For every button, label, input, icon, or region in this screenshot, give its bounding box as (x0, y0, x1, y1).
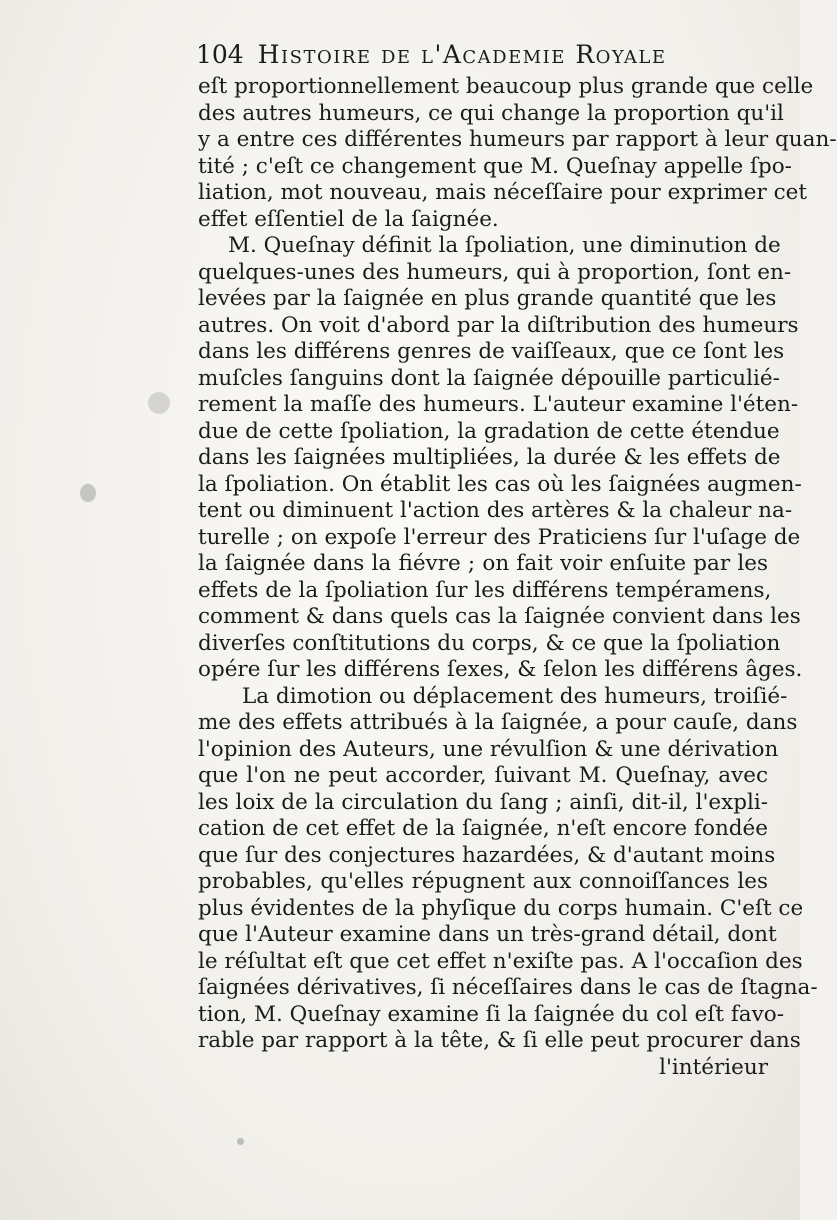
text-line: La dimotion ou déplacement des humeurs, troiſié- (242, 683, 788, 709)
text-line: quelques-unes des humeurs, qui à proportion, ſont en- (198, 259, 792, 285)
text-line: probables, qu'elles répugnent aux connoiſſances les (198, 869, 768, 894)
text-line: la ſaignée dans la fiévre ; on fait voir enſuite par les (198, 551, 768, 576)
page-number: 104 (196, 40, 244, 69)
text-line: dans les différens genres de vaiſſeaux, que ce ſont les (198, 339, 785, 364)
text-line: opére ſur les différens ſexes, & ſelon les différens âges. (198, 657, 803, 682)
text-line: cation de cet effet de la ſaignée, n'eſt encore fondée (198, 816, 768, 841)
text-line: rement la maſſe des humeurs. L'auteur examine l'éten- (198, 392, 799, 417)
text-line: que ſur des conjectures hazardées, & d'autant moins (198, 842, 776, 868)
running-header (196, 40, 766, 74)
text-line: effets de la ſpoliation ſur les différens tempéramens, (198, 577, 772, 603)
catchword: l'intérieur (659, 1054, 768, 1080)
text-line: due de cette ſpoliation, la gradation de cette étendue (198, 418, 780, 444)
text-line: me des effets attribués à la ſaignée, a pour cauſe, dans (198, 710, 798, 735)
text-line: levées par la ſaignée en plus grande quantité que les (198, 286, 777, 311)
paper-speck (80, 484, 96, 502)
text-line: ſaignées dérivatives, ſi néceſſaires dans le cas de ſtagna- (198, 975, 818, 1000)
text-line: le réſultat eſt que cet effet n'exiſte pas. A l'occaſion des (198, 948, 803, 974)
text-line: les loix de la circulation du ſang ; ainſi, dit-il, l'expli- (198, 789, 768, 815)
text-line: effet eſſentiel de la ſaignée. (198, 206, 499, 232)
text-line: diverſes conſtitutions du corps, & ce que la ſpoliation (198, 630, 781, 656)
text-line: des autres humeurs, ce qui change la proportion qu'il (198, 100, 784, 126)
text-line: comment & dans quels cas la ſaignée convient dans les (198, 604, 801, 629)
text-line: eſt proportionnellement beaucoup plus grande que celle (198, 74, 814, 99)
text-line: y a entre ces différentes humeurs par rapport à leur quan- (198, 127, 837, 152)
text-line: que l'Auteur examine dans un très-grand détail, dont (198, 922, 777, 947)
running-title: Histoire de l'Academie Royale (257, 40, 667, 69)
paper-speck (148, 392, 170, 414)
body-text (198, 74, 837, 1081)
text-line: turelle ; on expoſe l'erreur des Praticiens ſur l'uſage de (198, 524, 801, 550)
paper-speck (237, 1138, 244, 1145)
text-line: tité ; c'eſt ce changement que M. Queſnay appelle ſpo- (198, 153, 792, 179)
text-line: muſcles ſanguins dont la ſaignée dépouille particulié- (198, 365, 780, 391)
text-line: plus évidentes de la phyſique du corps humain. C'eſt ce (198, 895, 804, 921)
text-line: dans les ſaignées multipliées, la durée & les effets de (198, 445, 781, 470)
text-line: l'opinion des Auteurs, une révulſion & une dérivation (198, 736, 779, 762)
text-line: tion, M. Queſnay examine ſi la ſaignée du col eſt favo- (198, 1001, 784, 1027)
text-line: autres. On voit d'abord par la diſtribution des humeurs (198, 312, 799, 338)
text-line: rable par rapport à la tête, & ſi elle peut procurer dans (198, 1028, 801, 1053)
text-line: M. Queſnay définit la ſpoliation, une diminution de (228, 233, 781, 258)
text-line: liation, mot nouveau, mais néceſſaire pour exprimer cet (198, 180, 807, 205)
text-line: que l'on ne peut accorder, ſuivant M. Queſnay, avec (198, 763, 768, 788)
text-line: tent ou diminuent l'action des artères & la chaleur na- (198, 498, 793, 523)
text-line: la ſpoliation. On établit les cas où les ſaignées augmen- (198, 471, 802, 497)
